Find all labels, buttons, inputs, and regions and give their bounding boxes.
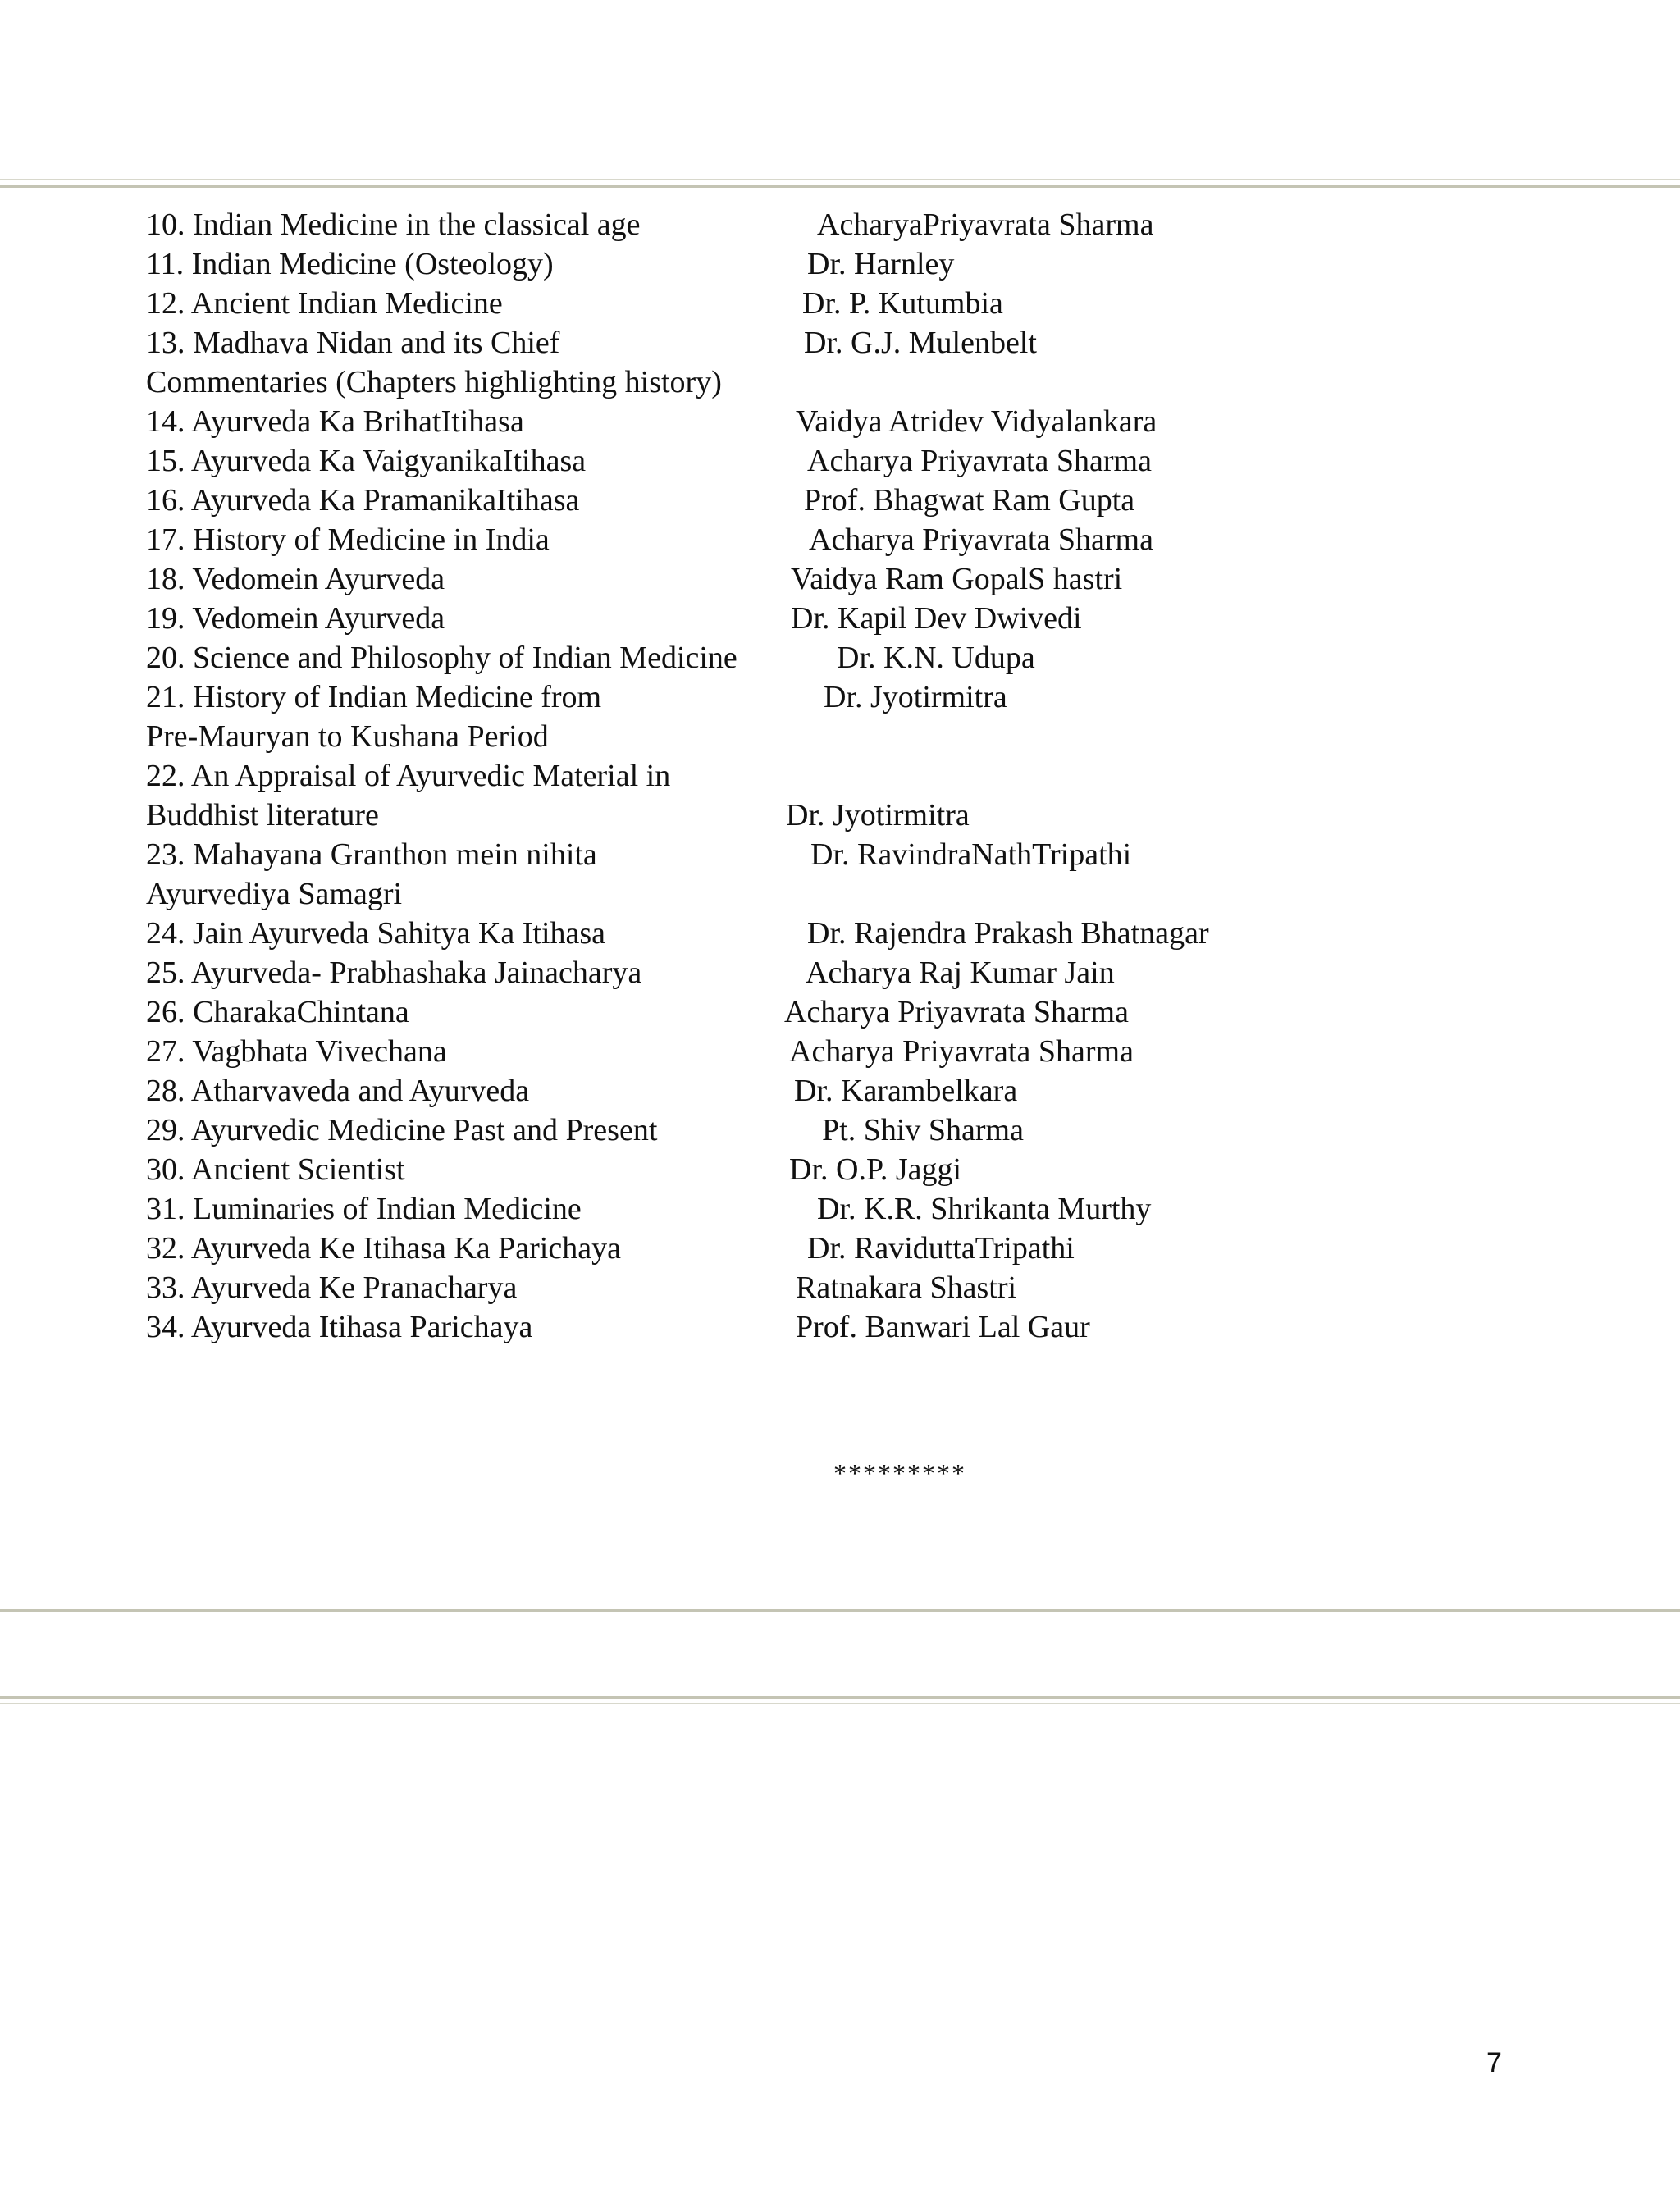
reference-author: Prof. Banwari Lal Gaur [796,1310,1090,1344]
reference-author: Ratnakara Shastri [796,1270,1017,1305]
reference-title: 13. Madhava Nidan and its Chief [146,326,560,360]
reference-title: Buddhist literature [146,798,379,832]
header-rule [0,185,1680,188]
reference-title: 12. Ancient Indian Medicine [146,286,503,321]
reference-author: Dr. P. Kutumbia [802,286,1003,321]
reference-title: 29. Ayurvedic Medicine Past and Present [146,1113,658,1147]
reference-title: Pre-Mauryan to Kushana Period [146,719,549,754]
reference-author: Dr. K.N. Udupa [837,641,1035,675]
reference-title: Commentaries (Chapters highlighting history) [146,365,722,399]
reference-title: 27. Vagbhata Vivechana [146,1034,447,1069]
reference-author: Acharya Priyavrata Sharma [789,1034,1134,1069]
reference-title: 23. Mahayana Granthon mein nihita [146,837,597,872]
reference-title: 31. Luminaries of Indian Medicine [146,1192,582,1226]
reference-author: Dr. G.J. Mulenbelt [804,326,1037,360]
reference-title: 20. Science and Philosophy of Indian Medicine [146,641,737,675]
reference-author: Pt. Shiv Sharma [822,1113,1024,1147]
header-rule-thin [0,179,1680,180]
page-number: 7 [1486,2047,1502,2078]
reference-title: 25. Ayurveda- Prabhashaka Jainacharya [146,956,642,990]
reference-title: 32. Ayurveda Ke Itihasa Ka Parichaya [146,1231,621,1266]
reference-title: 33. Ayurveda Ke Pranacharya [146,1270,518,1305]
reference-title: 11. Indian Medicine (Osteology) [146,247,554,281]
reference-author: Dr. Harnley [807,247,955,281]
reference-title: 18. Vedomein Ayurveda [146,562,445,596]
reference-author: Acharya Raj Kumar Jain [806,956,1115,990]
reference-title: 14. Ayurveda Ka BrihatItihasa [146,404,524,439]
reference-title: 19. Vedomein Ayurveda [146,601,445,636]
reference-author: Dr. Jyotirmitra [824,680,1007,714]
reference-author: Acharya Priyavrata Sharma [784,995,1129,1029]
reference-title: 21. History of Indian Medicine from [146,680,602,714]
reference-author: Vaidya Ram GopalS hastri [791,562,1123,596]
reference-author: Dr. RaviduttaTripathi [807,1231,1075,1266]
reference-author: Dr. O.P. Jaggi [789,1152,962,1187]
reference-author: Dr. Kapil Dev Dwivedi [791,601,1082,636]
footer-rule-lower [0,1696,1680,1699]
reference-author: Prof. Bhagwat Ram Gupta [804,483,1135,518]
reference-title: 34. Ayurveda Itihasa Parichaya [146,1310,533,1344]
reference-author: Dr. Jyotirmitra [786,798,970,832]
section-separator: ********* [833,1458,966,1488]
reference-author: Dr. Rajendra Prakash Bhatnagar [807,916,1209,951]
reference-title: 10. Indian Medicine in the classical age [146,208,641,242]
reference-title: 28. Atharvaveda and Ayurveda [146,1074,530,1108]
reference-title: Ayurvediya Samagri [146,877,403,911]
reference-author: Dr. K.R. Shrikanta Murthy [817,1192,1152,1226]
footer-rule-thin [0,1703,1680,1704]
reference-title: 24. Jain Ayurveda Sahitya Ka Itihasa [146,916,606,951]
footer-rule [0,1609,1680,1612]
reference-title: 15. Ayurveda Ka VaigyanikaItihasa [146,444,587,478]
reference-author: Acharya Priyavrata Sharma [809,522,1153,557]
reference-author: Dr. RavindraNathTripathi [810,837,1132,872]
reference-title: 17. History of Medicine in India [146,522,550,557]
reference-title: 30. Ancient Scientist [146,1152,405,1187]
reference-title: 22. An Appraisal of Ayurvedic Material in [146,759,671,793]
reference-author: Acharya Priyavrata Sharma [807,444,1152,478]
reference-title: 16. Ayurveda Ka PramanikaItihasa [146,483,580,518]
reference-author: Vaidya Atridev Vidyalankara [796,404,1157,439]
reference-author: AcharyaPriyavrata Sharma [817,208,1154,242]
reference-author: Dr. Karambelkara [794,1074,1018,1108]
reference-title: 26. CharakaChintana [146,995,409,1029]
